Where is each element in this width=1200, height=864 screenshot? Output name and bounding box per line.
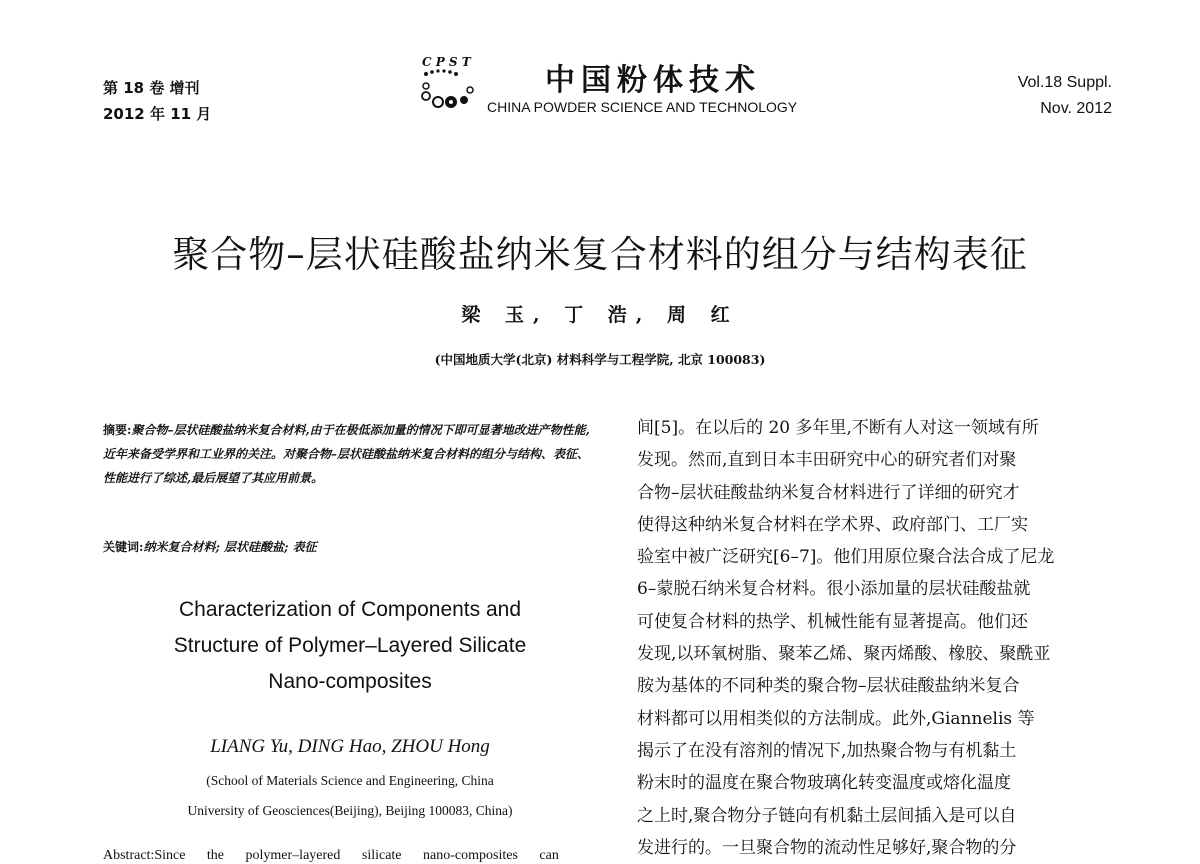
affiliation-en-line: University of Geosciences(Beijing), Beijing 100083, China) [187, 803, 513, 818]
body-line: 间[5]。在以后的 20 多年里,不断有人对这一领域有所 [637, 418, 1039, 438]
paper-title-cn: 聚合物–层状硅酸盐纳米复合材料的组分与结构表征 [172, 233, 1028, 276]
date-en: Nov. 2012 [1040, 100, 1112, 117]
abstract-label-cn: 摘要: [103, 423, 132, 437]
body-line: 发现,以环氧树脂、聚苯乙烯、聚丙烯酸、橡胶、聚酰亚 [637, 644, 1051, 665]
body-line: 材料都可以用相类似的方法制成。此外,Giannelis 等 [637, 708, 1035, 729]
abstract-text-cn: 聚合物–层状硅酸盐纳米复合材料,由于在极低添加量的情况下即可显著地改进产物性能,近年来备受学界和工业界的关注。对聚合物–层状硅酸盐纳米复合材料的组分与结构、表征、性能进行了综述,最后展望了其应用前景。 [103, 423, 590, 485]
body-line: 揭示了在没有溶剂的情况下,加热聚合物与有机黏土 [637, 740, 1017, 761]
keywords-text-cn: 纳米复合材料; 层状硅酸盐; 表征 [143, 540, 317, 554]
volume-issue-cn: 第 18 卷 增刊 [103, 79, 200, 97]
body-line: 之上时,聚合物分子链向有机黏土层间插入是可以自 [637, 805, 1017, 826]
affiliation-cn: (中国地质大学(北京) 材料科学与工程学院, 北京 100083) [434, 352, 766, 367]
affiliation-en [100, 766, 600, 826]
title-en-line: Nano-composites [268, 670, 432, 693]
abstract-cn [103, 418, 593, 490]
affiliation-en-line: (School of Materials Science and Engineering, China [206, 773, 494, 788]
journal-name-en: CHINA POWDER SCIENCE AND TECHNOLOGY [487, 99, 798, 115]
title-en-line: Structure of Polymer–Layered Silicate [173, 634, 527, 657]
body-line: 胺为基体的不同种类的聚合物–层状硅酸盐纳米复合 [637, 676, 1020, 697]
keywords-cn [103, 538, 593, 555]
body-line: 粉末时的温度在聚合物玻璃化转变温度或熔化温度 [637, 773, 1011, 794]
body-line: 合物–层状硅酸盐纳米复合材料进行了详细的研究才 [637, 482, 1020, 503]
body-line: 可使复合材料的热学、机械性能有显著提高。他们还 [637, 611, 1028, 632]
journal-volume-en [1018, 70, 1112, 122]
body-line: 验室中被广泛研究[6–7]。他们用原位聚合法合成了尼龙 [637, 547, 1055, 568]
authors-en: LIANG Yu, DING Hao, ZHOU Hong [210, 736, 490, 757]
body-line: 使得这种纳米复合材料在学术界、政府部门、工厂实 [637, 514, 1028, 535]
journal-name-cn: 中国粉体技术 [545, 63, 761, 98]
body-text-column [637, 412, 1115, 864]
authors-cn: 梁 玉, 丁 浩, 周 红 [461, 304, 739, 326]
journal-logo [418, 52, 488, 112]
keywords-label-cn: 关键词: [103, 540, 144, 554]
paper-title-en [100, 592, 600, 700]
title-en-line: Characterization of Components and [178, 598, 522, 621]
body-line: 发进行的。一旦聚合物的流动性足够好,聚合物的分 [637, 837, 1017, 858]
volume-issue-en: Vol.18 Suppl. [1017, 74, 1112, 91]
date-cn: 2012 年 11 月 [103, 105, 212, 123]
logo-lettering: C P S T [422, 55, 471, 69]
journal-volume-cn [103, 75, 211, 127]
body-line: 发现。然而,直到日本丰田研究中心的研究者们对聚 [637, 450, 1017, 471]
abstract-en-partial: Abstract:Since the polymer–layered silicate nano-composites can [103, 848, 559, 863]
body-line: 6–蒙脱石纳米复合材料。很小添加量的层状硅酸盐就 [637, 579, 1031, 600]
